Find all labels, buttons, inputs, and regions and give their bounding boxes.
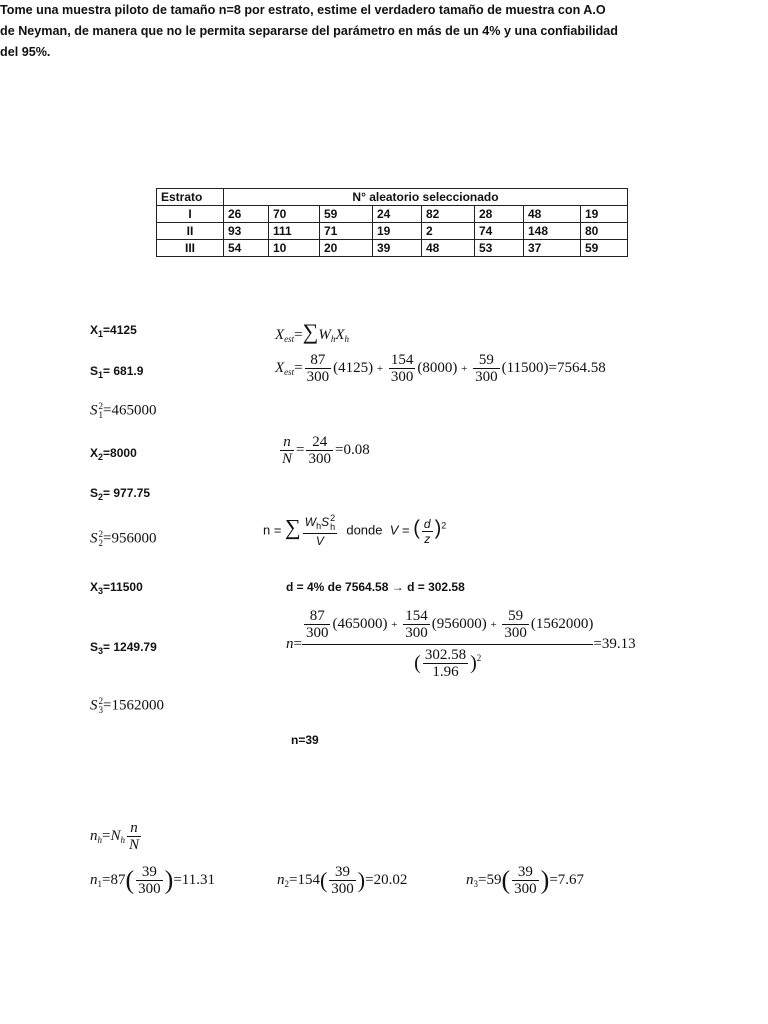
s3-squared: S 2 3 =1562000	[90, 696, 164, 715]
table-cell: 59	[320, 206, 373, 223]
n2-allocation: $n_2=154$( $\frac{39}{300}$ )=20.02	[277, 864, 408, 897]
table-row	[157, 223, 628, 240]
table-cell: 20	[320, 240, 373, 257]
table-cell: 70	[269, 206, 320, 223]
s2-label: $S_2= 977.75$	[90, 486, 151, 502]
problem-statement: Tome una muestra piloto de tamaño n=8 por estrato, estime el verdadero tamaño de muestra con A.O de Neyman, de manera que no le permita separarse del parámetro en más de un 4% y una confiabilidad del 95%.	[0, 3, 618, 59]
table-row	[157, 206, 628, 223]
table-cell: 71	[320, 223, 373, 240]
header-random-numbers: N° aleatorio seleccionado	[224, 189, 628, 206]
random-numbers-table	[156, 188, 628, 257]
d-calculation: d = 4% de 7564.58 → d = 302.58	[286, 580, 465, 594]
n-final: n=39	[291, 733, 319, 747]
n-calculation: n= $\frac{87}{300}$ (465000) + $\frac{154}{300}$ (956000) + $\frac{59}{300}$ (1562000) ( $\frac{302.58}{1.96}$ )$^2$ =39.13	[286, 608, 636, 680]
table-cell: 59	[581, 240, 628, 257]
x1-label: $X_1=4125$	[90, 323, 137, 339]
table-row	[157, 240, 628, 257]
table-cell: 28	[475, 206, 524, 223]
sampling-fraction: $\frac{n}{N}$ = $\frac{24}{300}$ =0.08	[282, 434, 370, 467]
table-cell: 80	[581, 223, 628, 240]
table-cell: 48	[524, 206, 581, 223]
table-cell: 82	[422, 206, 475, 223]
x2-label: $X_2=8000$	[90, 446, 137, 462]
table-cell: 19	[373, 223, 422, 240]
neyman-formula: n = ∑ $W_hS$ 2 h V donde V = ( $\frac{d}{z}$ )$^2$	[263, 513, 447, 549]
table-cell: 93	[224, 223, 269, 240]
table-cell: 74	[475, 223, 524, 240]
s1-squared: S 2 1 =465000	[90, 401, 157, 420]
allocation-formula: $n_h=N_h$ $\frac{n}{N}$	[90, 820, 139, 853]
table-cell: 24	[373, 206, 422, 223]
n1-allocation: $n_1=87$( $\frac{39}{300}$ )=11.31	[90, 864, 215, 897]
xest-calc: $X_{est}=$ $\frac{87}{300}$ (4125) + $\frac{154}{300}$ (8000) + $\frac{59}{300}$ (11500)=7564.58	[275, 352, 606, 385]
s2-squared: S 2 2 =956000	[90, 529, 157, 548]
x3-label: $X_3=11500$	[90, 580, 143, 596]
table-cell: 53	[475, 240, 524, 257]
row-label: II	[157, 223, 224, 240]
table-cell: 10	[269, 240, 320, 257]
table-cell: 148	[524, 223, 581, 240]
table-cell: 2	[422, 223, 475, 240]
xest-formula: $X_{est}=\sum W_hX_h$	[275, 319, 349, 344]
table-cell: 26	[224, 206, 269, 223]
table-cell: 37	[524, 240, 581, 257]
n3-allocation: $n_3=59$( $\frac{39}{300}$ )=7.67	[466, 864, 585, 897]
row-label: I	[157, 206, 224, 223]
table-header-row	[157, 189, 628, 206]
table-cell: 39	[373, 240, 422, 257]
row-label: III	[157, 240, 224, 257]
s3-label: $S_3= 1249.79$	[90, 640, 157, 656]
table-cell: 111	[269, 223, 320, 240]
table-cell: 48	[422, 240, 475, 257]
table-cell: 54	[224, 240, 269, 257]
s1-label: $S_1= 681.9$	[90, 364, 144, 380]
header-estrato: Estrato	[157, 189, 224, 206]
table-cell: 19	[581, 206, 628, 223]
